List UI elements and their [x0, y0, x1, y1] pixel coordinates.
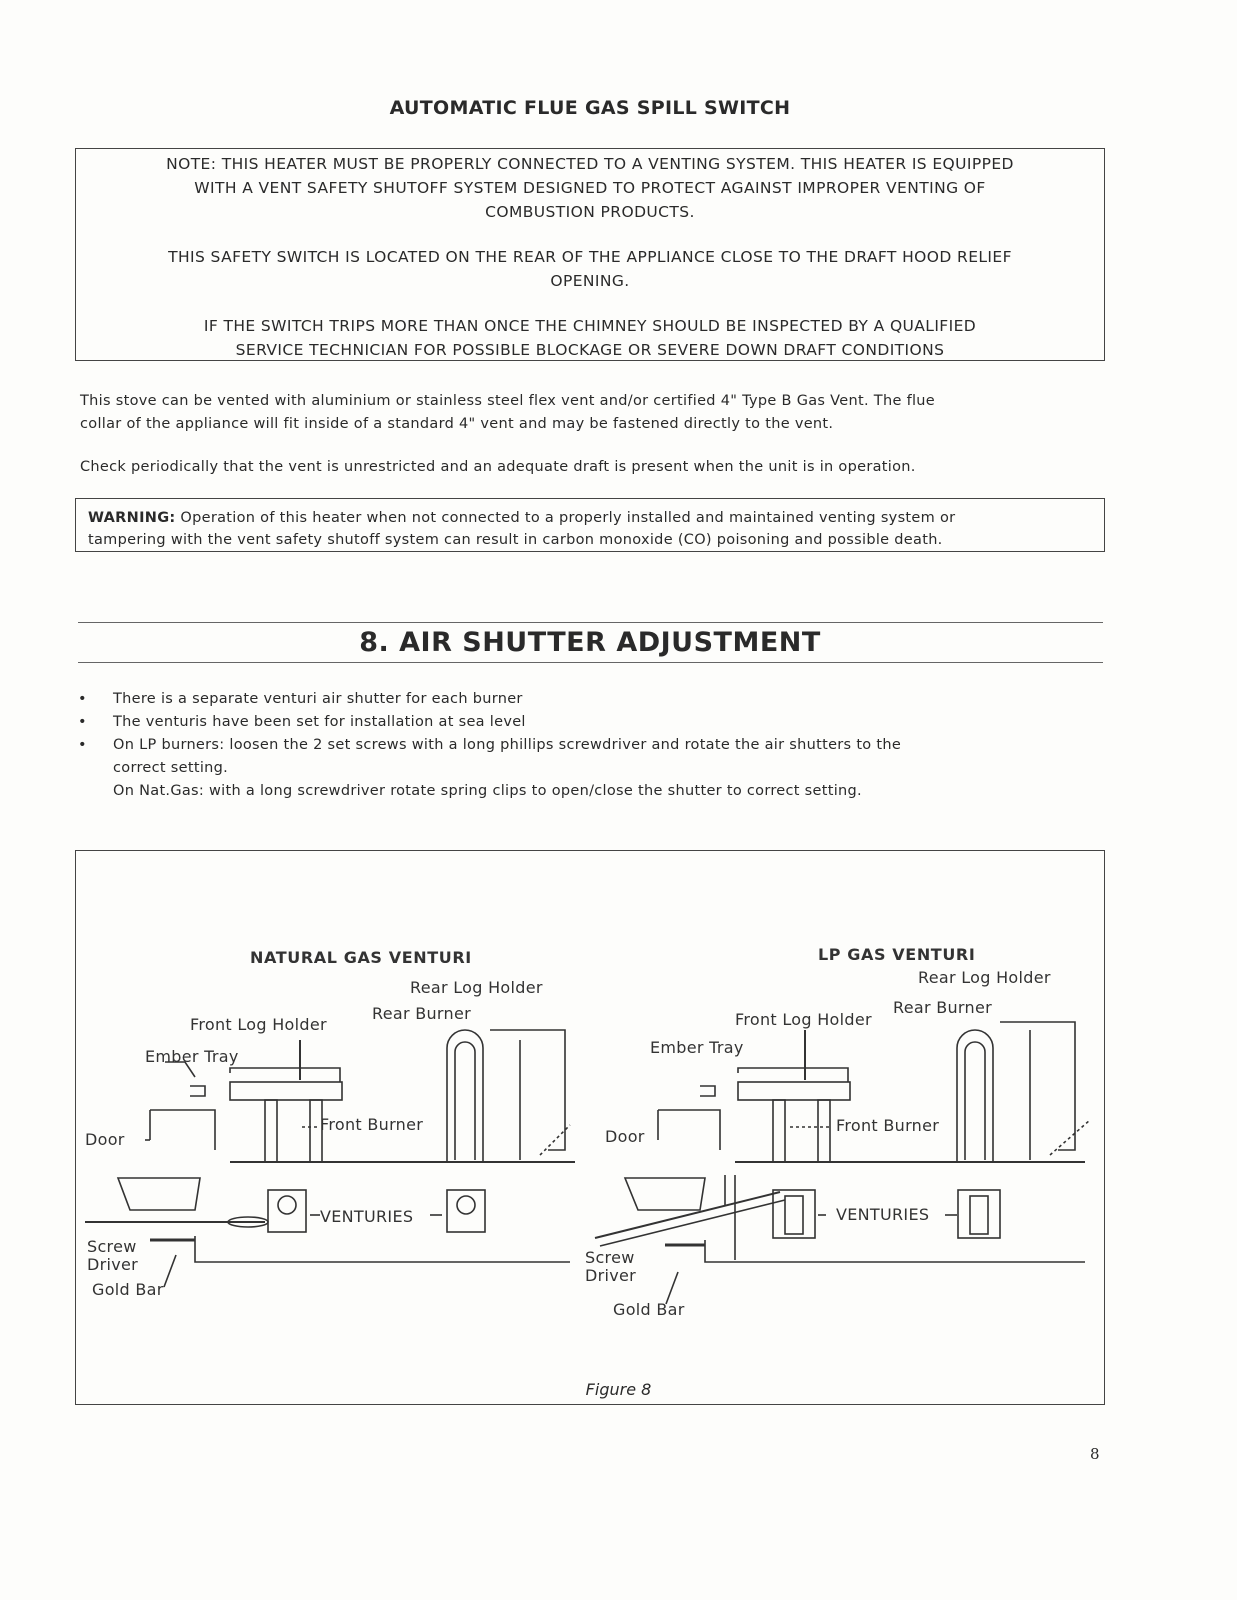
label-door: Door — [605, 1127, 645, 1146]
warning-label: WARNING: — [88, 510, 176, 526]
natgas-instruction: On Nat.Gas: with a long screwdriver rotate spring clips to open/close the shutter to correct setting. — [113, 783, 862, 799]
label-ember-tray: Ember Tray — [650, 1038, 744, 1057]
list-item: • On LP burners: loosen the 2 set screws with a long phillips screwdriver and rotate the air shutters to the — [78, 737, 902, 753]
note-line: COMBUSTION PRODUCTS. — [485, 203, 695, 221]
section-heading: 8. AIR SHUTTER ADJUSTMENT — [359, 627, 821, 658]
screwdriver-shape — [595, 1192, 780, 1238]
gold-bar-shape — [705, 1240, 1085, 1262]
lp-gas-assembly — [595, 1022, 1090, 1304]
label-ember-tray: Ember Tray — [145, 1047, 239, 1066]
flue-switch-title: AUTOMATIC FLUE GAS SPILL SWITCH — [389, 97, 791, 119]
label-rear-log-holder: Rear Log Holder — [918, 968, 1051, 987]
vent-paragraph-line: This stove can be vented with aluminium or stainless steel flex vent and/or certified 4" Type B Gas Vent. The flue — [80, 393, 936, 409]
gold-bar-shape — [195, 1236, 570, 1262]
label-gold-bar: Gold Bar — [92, 1280, 164, 1299]
note-line: IF THE SWITCH TRIPS MORE THAN ONCE THE CHIMNEY SHOULD BE INSPECTED BY A QUALIFIED — [203, 317, 977, 335]
rear-log-holder-shape — [490, 1030, 565, 1150]
natural-gas-venturi-title: NATURAL GAS VENTURI — [250, 948, 472, 967]
label-driver: Driver — [585, 1266, 637, 1285]
label-venturies: VENTURIES — [836, 1205, 930, 1224]
warning-line: tampering with the vent safety shutoff system can result in carbon monoxide (CO) poisoning and possible death. — [88, 532, 943, 548]
label-front-burner: Front Burner — [836, 1116, 940, 1135]
figure-caption: Figure 8 — [585, 1380, 652, 1399]
rear-log-holder-shape — [1000, 1022, 1075, 1150]
warning-text: Operation of this heater when not connected to a properly installed and maintained venting system or — [175, 510, 956, 526]
label-driver: Driver — [87, 1255, 139, 1274]
front-burner-post — [265, 1100, 277, 1162]
venturi-right-rear — [958, 1190, 1000, 1238]
front-log-holder-shape — [230, 1082, 342, 1100]
vent-paragraph-line: collar of the appliance will fit inside of a standard 4" vent and may be fastened directly to the vent. — [80, 416, 834, 432]
front-log-holder-shape — [738, 1082, 850, 1100]
door-shape — [658, 1110, 720, 1150]
label-door: Door — [85, 1130, 125, 1149]
front-burner-post — [818, 1100, 830, 1162]
label-front-burner: Front Burner — [320, 1115, 424, 1134]
rear-burner-loop — [957, 1030, 993, 1162]
check-paragraph: Check periodically that the vent is unrestricted and an adequate draft is present when the unit is in operation. — [80, 459, 916, 475]
label-rear-burner: Rear Burner — [893, 998, 992, 1017]
label-rear-log-holder: Rear Log Holder — [410, 978, 543, 997]
list-item: • There is a separate venturi air shutter for each burner — [78, 691, 523, 707]
note-line: NOTE: THIS HEATER MUST BE PROPERLY CONNECTED TO A VENTING SYSTEM. THIS HEATER IS EQUIPPED — [166, 155, 1014, 173]
label-rear-burner: Rear Burner — [372, 1004, 471, 1023]
label-front-log-holder: Front Log Holder — [190, 1015, 327, 1034]
label-venturies: VENTURIES — [320, 1207, 414, 1226]
rear-burner-loop — [447, 1030, 483, 1162]
lp-gas-venturi-title: LP GAS VENTURI — [818, 945, 976, 964]
ember-tray-shape — [118, 1178, 200, 1210]
note-line: WITH A VENT SAFETY SHUTOFF SYSTEM DESIGNED TO PROTECT AGAINST IMPROPER VENTING OF — [194, 179, 986, 197]
list-item: • The venturis have been set for installation at sea level — [78, 714, 526, 730]
note-line: THIS SAFETY SWITCH IS LOCATED ON THE REAR OF THE APPLIANCE CLOSE TO THE DRAFT HOOD RELIEF — [168, 248, 1012, 266]
door-shape — [150, 1110, 215, 1150]
note-line: OPENING. — [550, 272, 630, 290]
label-screw: Screw — [87, 1237, 137, 1256]
label-screw: Screw — [585, 1248, 635, 1267]
list-item-continuation: correct setting. — [113, 760, 229, 776]
label-front-log-holder: Front Log Holder — [735, 1010, 872, 1029]
page-number: 8 — [1090, 1445, 1100, 1463]
venturi-right-front — [773, 1190, 815, 1238]
ember-tray-shape — [625, 1178, 705, 1210]
label-gold-bar: Gold Bar — [613, 1300, 685, 1319]
front-burner-post — [773, 1100, 785, 1162]
note-line: SERVICE TECHNICIAN FOR POSSIBLE BLOCKAGE OR SEVERE DOWN DRAFT CONDITIONS — [235, 341, 945, 359]
natural-gas-assembly — [85, 1030, 575, 1287]
